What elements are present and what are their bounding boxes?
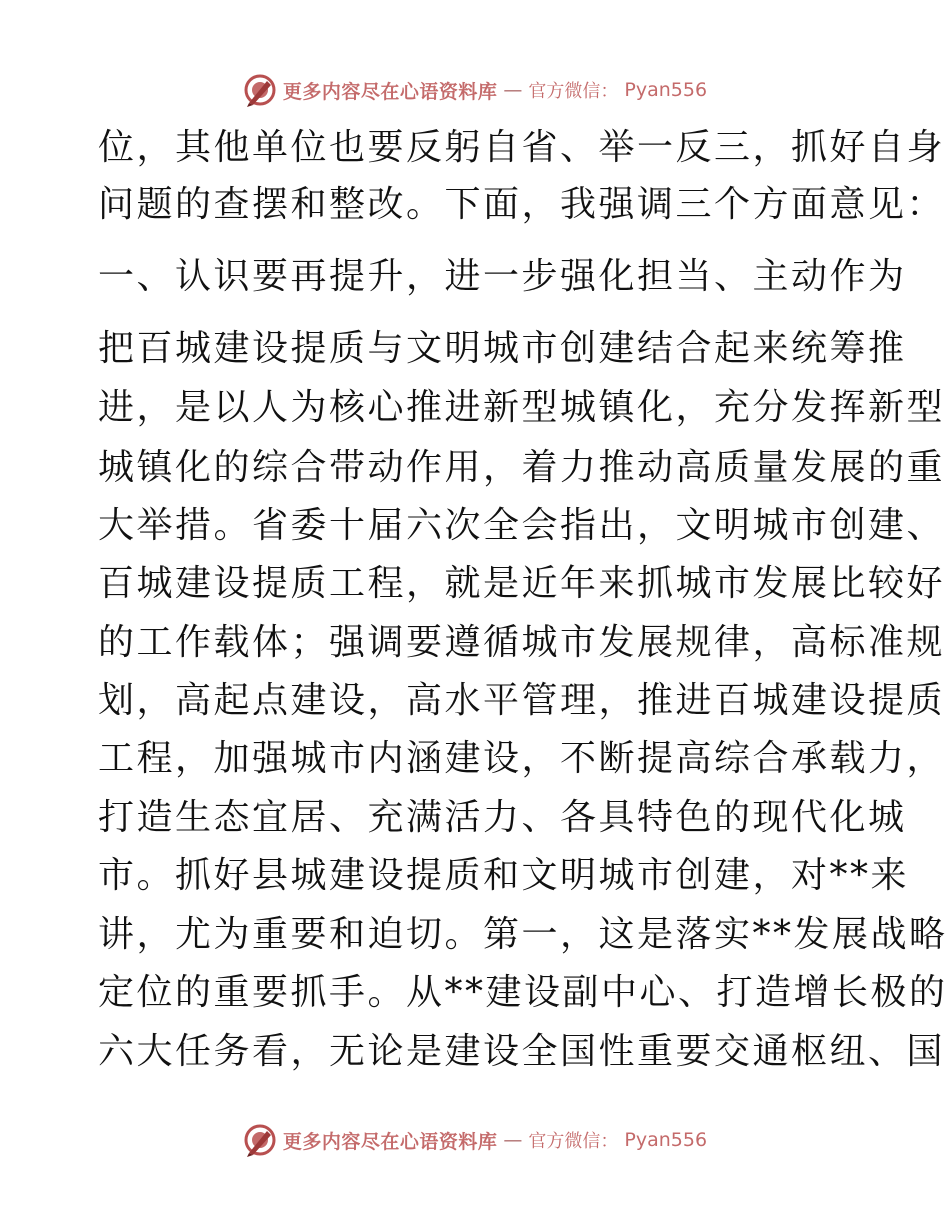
watermark-separator: — [503, 79, 523, 101]
watermark-separator: — [503, 1129, 523, 1151]
pen-logo-icon [243, 1123, 277, 1157]
body-line: 把百城建设提质与文明城市创建结合起来统筹推 [98, 328, 907, 369]
body-line: 市。抓好县城建设提质和文明城市创建，对**来 [98, 855, 910, 896]
body-line: 大举措。省委十届六次全会指出，文明城市创建、 [98, 505, 946, 546]
body-line: 位，其他单位也要反躬自省、举一反三，抓好自身 [98, 127, 946, 168]
watermark-wechat-label: 官方微信： [528, 1131, 619, 1152]
section-heading: 一、认识要再提升，进一步强化担当、主动作为 [98, 256, 907, 297]
body-line: 百城建设提质工程，就是近年来抓城市发展比较好 [98, 563, 946, 604]
body-line: 的工作载体；强调要遵循城市发展规律，高标准规 [98, 622, 946, 663]
body-line: 工程，加强城市内涵建设，不断提高综合承载力， [98, 738, 946, 779]
watermark-wechat-id: Pyan556 [624, 79, 708, 101]
footer-watermark [0, 1120, 950, 1160]
body-line: 城镇化的综合带动作用，着力推动高质量发展的重 [98, 447, 946, 488]
watermark-wechat-label: 官方微信： [528, 81, 619, 102]
pen-logo-icon [243, 73, 277, 107]
watermark-wechat-id: Pyan556 [624, 1129, 708, 1151]
body-line: 定位的重要抓手。从**建设副中心、打造增长极的 [98, 972, 948, 1013]
body-line: 六大任务看，无论是建设全国性重要交通枢纽、国 [98, 1031, 946, 1072]
body-line: 进，是以人为核心推进新型城镇化，充分发挥新型 [98, 387, 946, 428]
body-line: 打造生态宜居、充满活力、各具特色的现代化城 [98, 797, 907, 838]
body-line: 讲，尤为重要和迫切。第一，这是落实**发展战略 [98, 914, 948, 955]
body-line: 问题的查摆和整改。下面，我强调三个方面意见： [98, 184, 946, 225]
watermark-site-text: 更多内容尽在心语资料库 [282, 1130, 498, 1153]
body-line: 划，高起点建设，高水平管理，推进百城建设提质 [98, 680, 946, 721]
watermark-site-text: 更多内容尽在心语资料库 [282, 80, 498, 103]
header-watermark [0, 70, 950, 110]
